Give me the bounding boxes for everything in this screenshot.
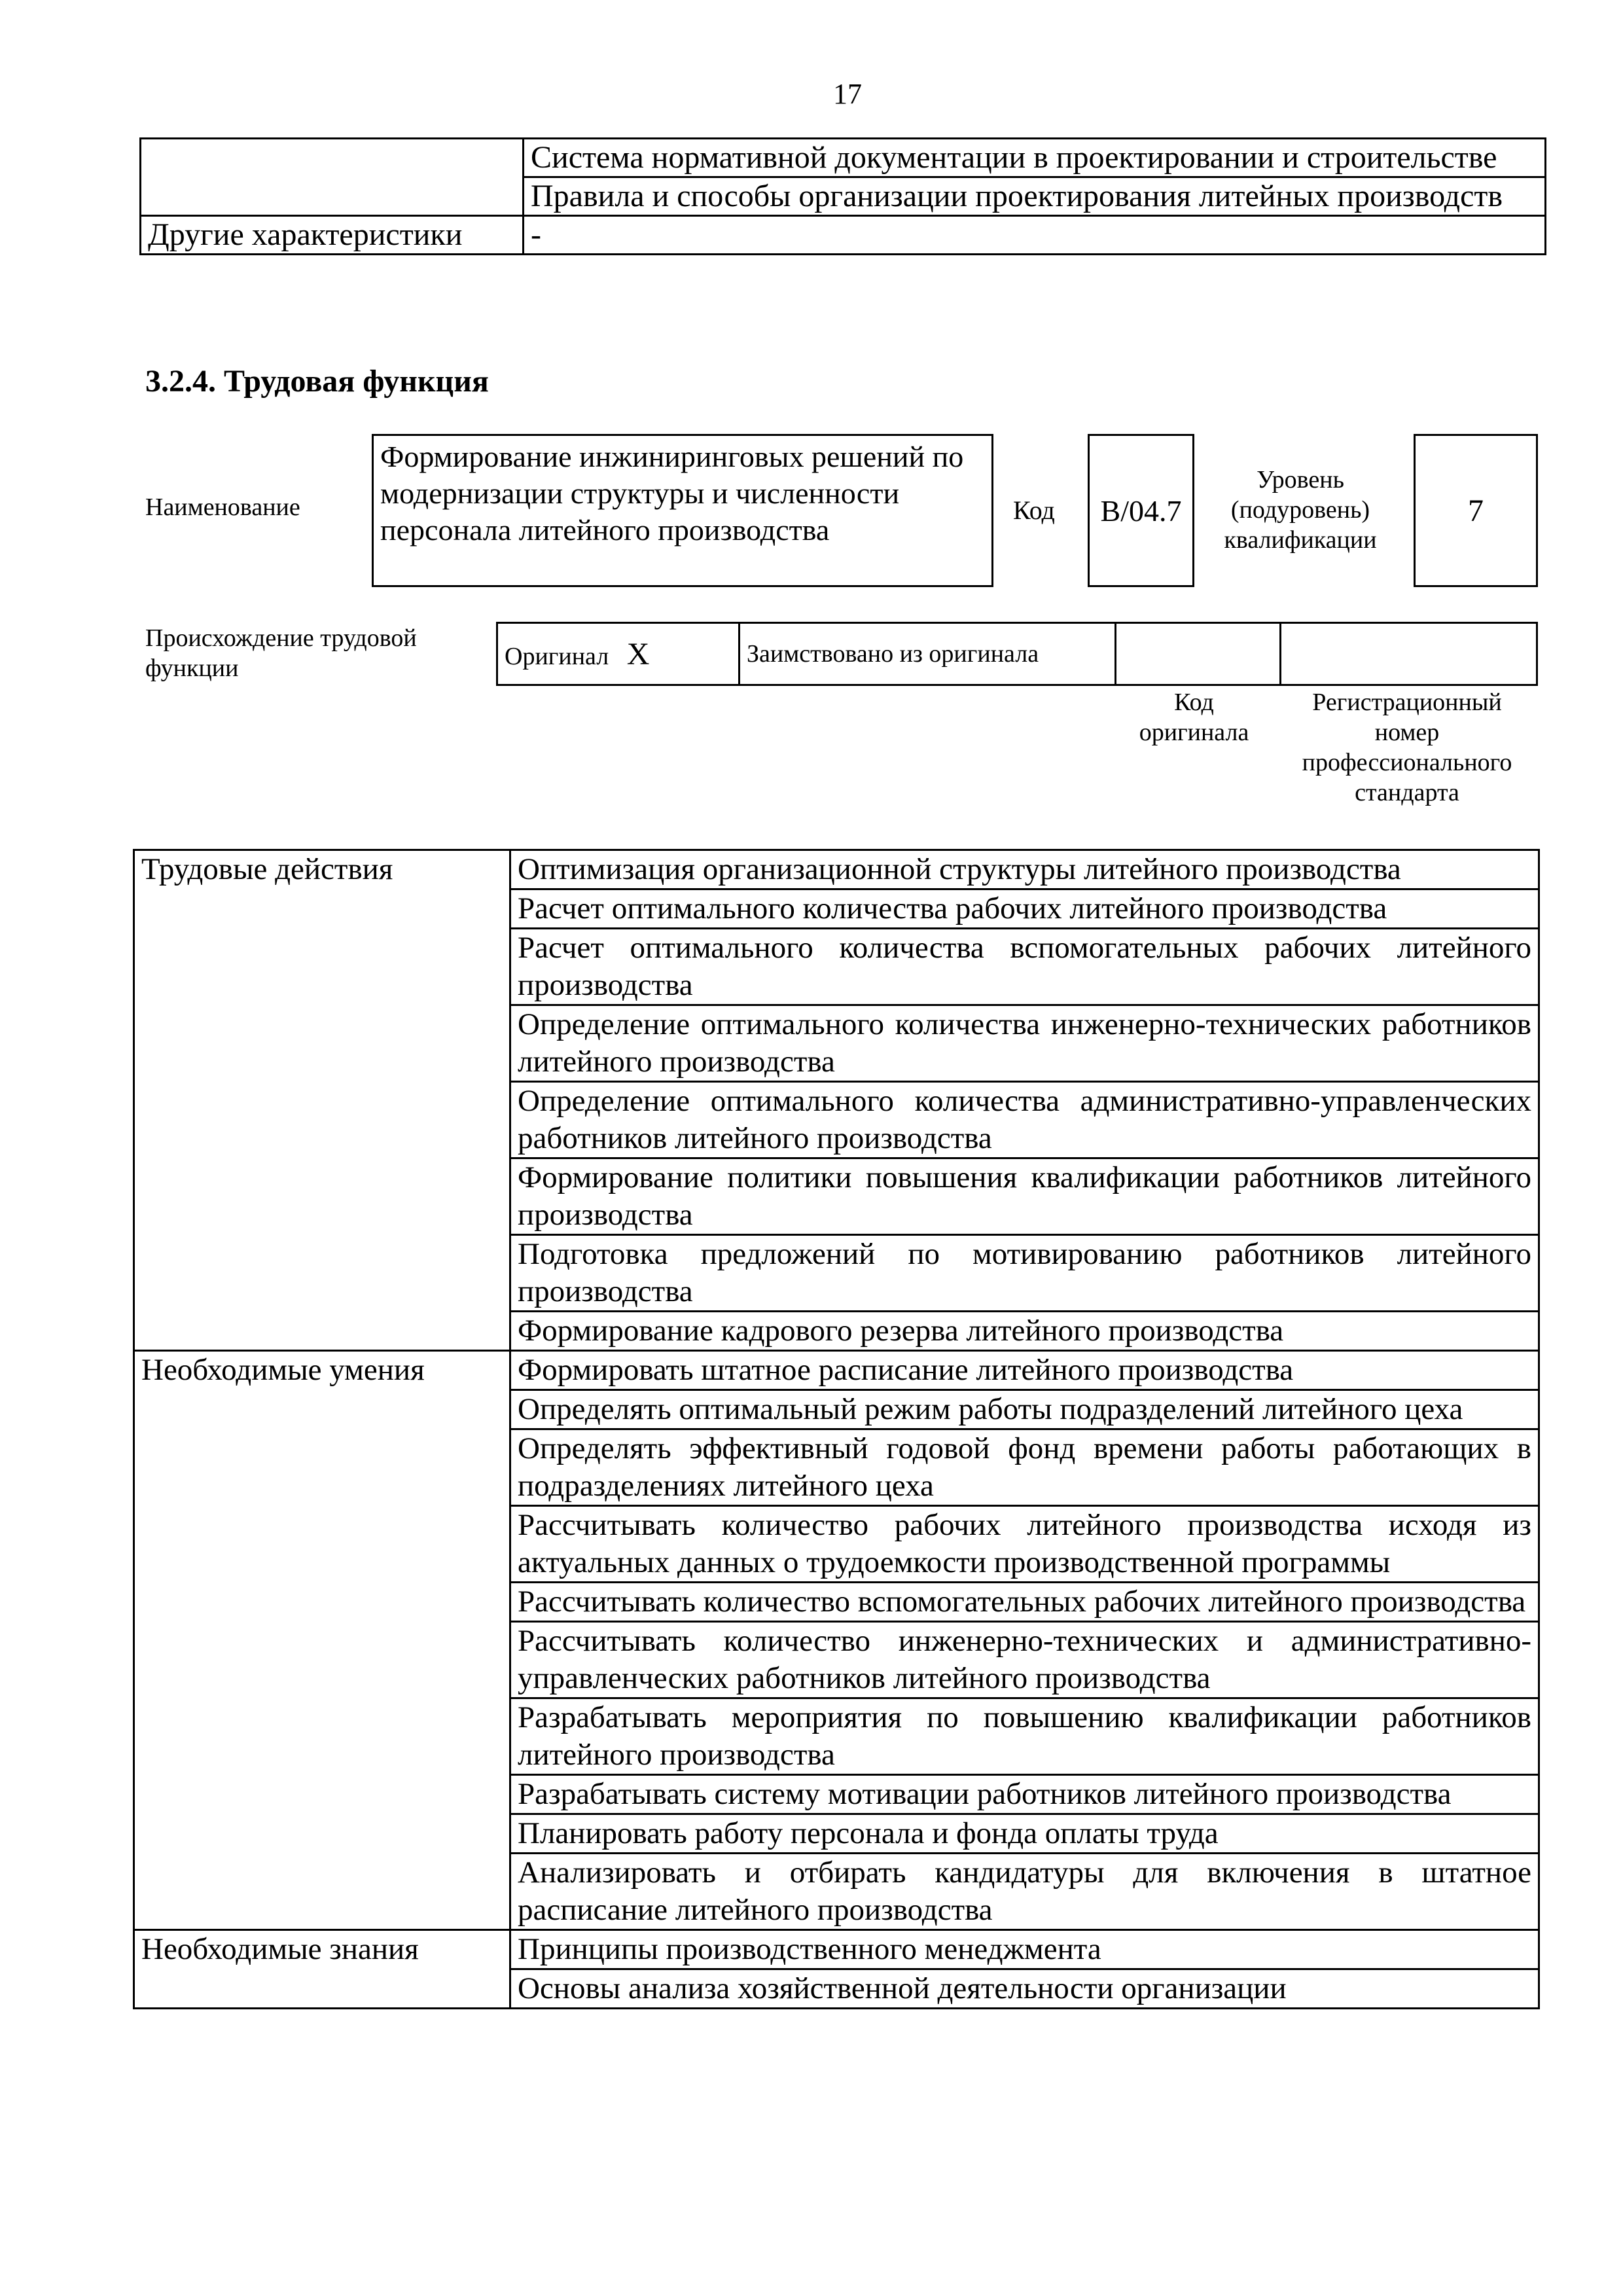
function-code-box: B/04.7	[1088, 434, 1194, 587]
qualification-level-box: 7	[1414, 434, 1538, 587]
labor-action-item: Формирование кадрового резерва литейного производства	[510, 1312, 1539, 1351]
original-mark: X	[626, 636, 650, 672]
empty-label-cell	[141, 139, 524, 216]
other-characteristics-label: Другие характеристики	[141, 216, 524, 255]
origin-label: Происхождение трудовой функции	[145, 624, 417, 682]
skill-item: Рассчитывать количество инженерно-технических и административно-управленческих работников литейного производства	[510, 1622, 1539, 1698]
labor-action-item: Расчет оптимального количества рабочих литейного производства	[510, 889, 1539, 929]
skill-item: Определять эффективный годовой фонд времени работы работающих в подразделениях литейного цеха	[510, 1429, 1539, 1506]
knowledge-item: Основы анализа хозяйственной деятельности организации	[510, 1969, 1539, 2009]
labor-function-table	[133, 849, 1540, 2009]
table-row	[134, 1351, 1539, 1390]
original-label: Оригинал	[505, 642, 609, 670]
table-row	[141, 216, 1546, 255]
original-code-cell	[1116, 623, 1281, 685]
code-label: Код	[1013, 495, 1055, 525]
required-knowledge-label: Необходимые знания	[134, 1930, 510, 2009]
qualification-level-label: Уровень (подуровень) квалификации	[1224, 466, 1377, 554]
registration-number-caption: Регистрационный номер профессионального стандарта	[1302, 689, 1512, 806]
skill-item: Разрабатывать систему мотивации работников литейного производства	[510, 1775, 1539, 1814]
required-skills-label: Необходимые умения	[134, 1351, 510, 1930]
original-cell	[497, 623, 740, 685]
function-name-box: Формирование инжиниринговых решений по модернизации структуры и численности персонала литейного производства	[372, 434, 993, 587]
labor-action-item: Оптимизация организационной структуры литейного производства	[510, 850, 1539, 889]
table-row	[497, 623, 1537, 685]
table-cell: Система нормативной документации в проектировании и строительстве	[524, 139, 1546, 177]
skill-item: Формировать штатное расписание литейного производства	[510, 1351, 1539, 1390]
other-characteristics-value: -	[524, 216, 1546, 255]
page-number: 17	[833, 78, 862, 110]
skill-item: Рассчитывать количество вспомогательных рабочих литейного производства	[510, 1583, 1539, 1622]
table-row	[134, 1930, 1539, 1969]
labor-action-item: Формирование политики повышения квалификации работников литейного производства	[510, 1158, 1539, 1235]
labor-action-item: Определение оптимального количества административно-управленческих работников литейного производства	[510, 1082, 1539, 1158]
name-label: Наименование	[145, 493, 300, 521]
section-heading: 3.2.4. Трудовая функция	[145, 364, 489, 399]
labor-action-item: Расчет оптимального количества вспомогательных рабочих литейного производства	[510, 929, 1539, 1005]
knowledge-item: Принципы производственного менеджмента	[510, 1930, 1539, 1969]
skill-item: Планировать работу персонала и фонда оплаты труда	[510, 1814, 1539, 1854]
table-cell: Правила и способы организации проектирования литейных производств	[524, 177, 1546, 216]
labor-action-item: Определение оптимального количества инженерно-технических работников литейного производства	[510, 1005, 1539, 1082]
borrowed-cell: Заимствовано из оригинала	[740, 623, 1116, 685]
registration-number-cell	[1281, 623, 1537, 685]
origin-table	[496, 622, 1538, 686]
table-row	[141, 139, 1546, 177]
knowledge-continuation-table	[139, 137, 1546, 255]
skill-item: Анализировать и отбирать кандидатуры для включения в штатное расписание литейного производства	[510, 1854, 1539, 1930]
skill-item: Определять оптимальный режим работы подразделений литейного цеха	[510, 1390, 1539, 1429]
table-row	[134, 850, 1539, 889]
skill-item: Рассчитывать количество рабочих литейного производства исходя из актуальных данных о трудоемкости производственной программы	[510, 1506, 1539, 1583]
original-code-caption: Код оригинала	[1139, 689, 1249, 746]
labor-actions-label: Трудовые действия	[134, 850, 510, 1351]
labor-action-item: Подготовка предложений по мотивированию работников литейного производства	[510, 1235, 1539, 1312]
skill-item: Разрабатывать мероприятия по повышению квалификации работников литейного производства	[510, 1698, 1539, 1775]
